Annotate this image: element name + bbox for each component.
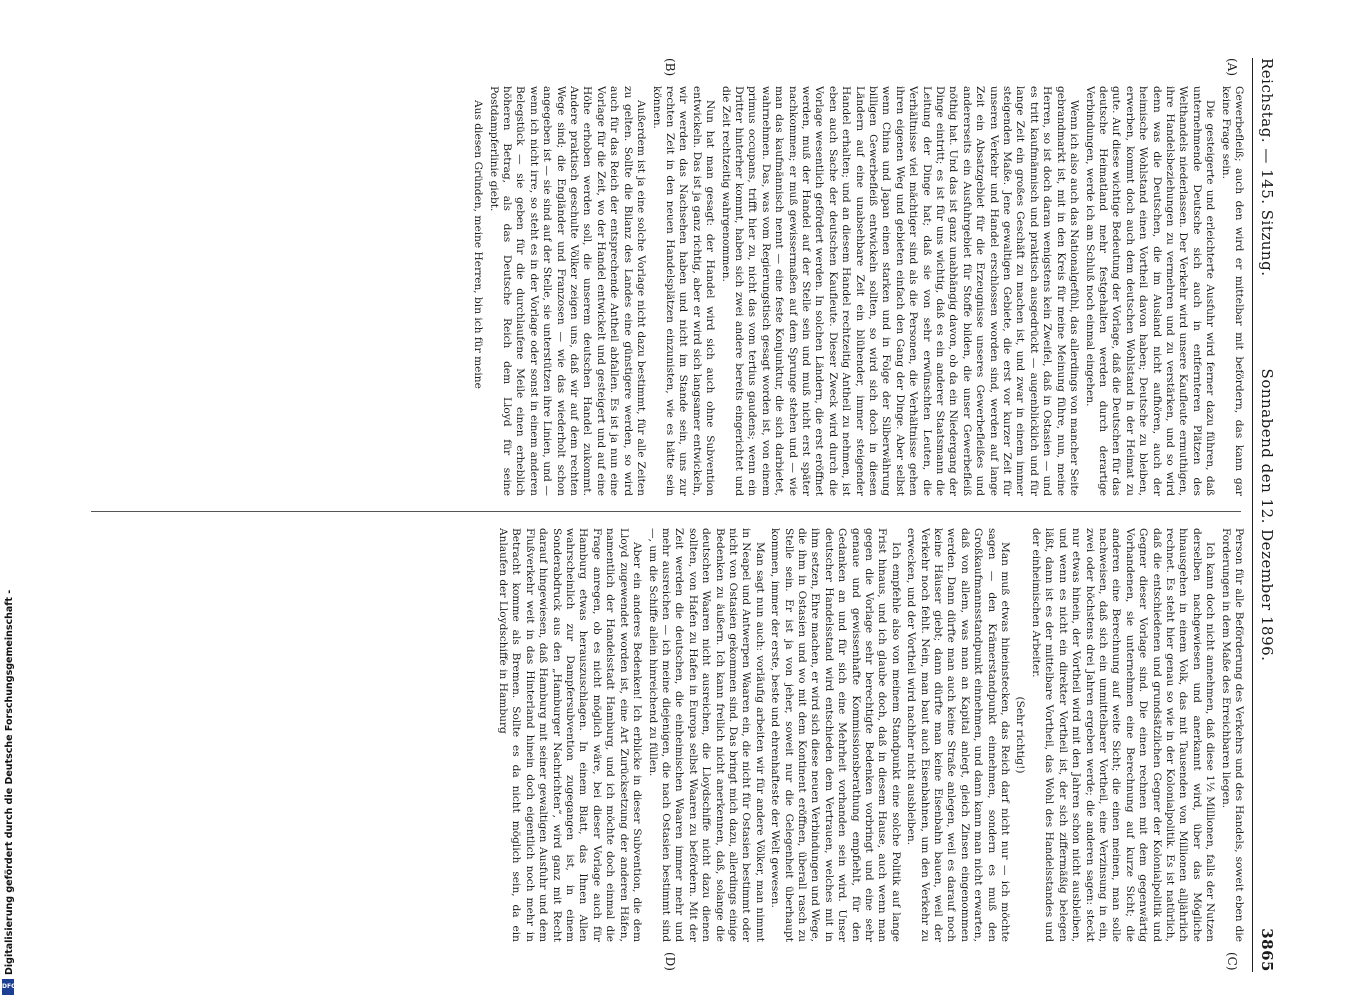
header-session: Reichstag. — 145. Sitzung. xyxy=(1258,58,1276,277)
page-header xyxy=(1252,58,1279,972)
dfg-logo: DFG xyxy=(2,979,14,995)
margin-mark-d: (D) xyxy=(663,952,677,971)
digitization-credit: Digitalisierung gefördert durch die Deutsche Forschungsgemeinschaft - xyxy=(4,589,15,975)
paragraph: Außerdem ist ja eine solche Vorlage nicht dazu bestimmt, für alle Zeiten zu gelten. Sollte die Bilanz des Landes eine günstigere werden, so wird auch für das Reich der entsprechende Antheil abfallen. Es ist ja nun eine Vorlage für die Zeit, wo der Handel entwickelt und gesteigert und auf eine Höhe erhoben werden soll, die unserem deutschen Handel zukommt. Andere praktisch geschulte Völker zeigen uns, daß wir auf dem rechten Wege sind; die Engländer und Franzosen — wie das wiederholt schon angegeben ist — sie sind auf der Stelle, sie unterstützen ihre Linien, und — wenn ich nicht irre, so steht es in der Vorlage oder sonst in einem anderen Belegstück — sie geben für die durchlaufene Meile einen erheblich höheren Betrag, als das Deutsche Reich dem Lloyd für seine Postdampferlinie giebt. xyxy=(487,86,648,496)
margin-mark-c: (C) xyxy=(1225,952,1239,971)
paragraph: Ich empfehle also von meinem Standpunkt eine solche Politik auf lange Frist hinaus, und ich glaube doch, daß in diesem Hause, auch wenn man gegen die Vorlage sehr berechtigte Bedenken vorbringt und eine sehr genaue und gewissenhafte Kommissionsberathung empfiehlt, für den Gedanken an und für sich eine Mehrheit vorhanden sein wird. Unser deutscher Handelsstand wird entschieden dem Vertrauen, welches mit in ihm setzen, Ehre machen, er wird sich diese neuen Verbindungen und Wege, die ihm in Ostasien und wo mit dem Kontinent eröffnen, überall rasch zu Stelle sein. Er ist ja von jeher, soweit nur die Gelegenheit überhaupt kommen, immer der erste, beste und ehrenhafteste der Welt gewesen. xyxy=(769,528,902,942)
text-column-left xyxy=(85,86,1245,496)
header-date: Sonnabend den 12. Dezember 1896. xyxy=(1258,368,1276,662)
paragraph: Wenn ich also auch das Nationalgefühl, das allerdings von mancher Seite gebrandmarkt ist, mit in den Kreis für meine Meinung führe, nun, meine Herren, so ist doch daran wenigstens kein Zweifel, daß in Ostasien — und es tritt kaufmännisch und praktisch ausgedrückt — augenblicklich und für lange Zeit ein großes Geschäft zu machen ist, und zwar in einem immer steigenden Maße. Jene gewaltigen Gebiete, die erst vor kurzer Zeit für unseren Verkehr und Handel erschlossen worden sind, werden auf lange Zeit ein Absatzgebiet für die Erzeugnisse unseres Gewerbefleißes und andererseits ein Ausfuhrgebiet für Stoffe bilden, die unser Gewerbefleiß nöthig hat. Und das ist ganz unabhängig davon, ob da ein Niedergang der Dinge eintritt; es ist für uns wichtig, daß es ein anderer Staatsmann die Leitung der Dinge hat; daß sie von sehr erwünschten Leuten, die Verhältnisse viel mächtiger sind als die Personen, die Verhältnisse gehen ihren eigenen Weg und gebieten einfach den Gang der Dinge. Aber selbst wenn China und Japan einen starken und in Folge der Silberwährung billigen Gewerbefleiß entwickeln sollten, so wird sich doch in diesen Ländern auf eine unabsehbare Zeit ein blühender, immer steigender Handel erhalten; und an diesem Handel rechtzeitig Antheil zu nehmen, ist eben auch Sache der deutschen Kaufleute. Dieser Zweck wird durch die Vorlage wesentlich gefördert werden. In solchen Ländern, die erst eröffnet werden, muß der Handel auf der Stelle sein und muß nicht erst später nachkommen; er muß gewissermaßen auf dem Sprunge stehen und — wie man das kaufmännisch nennt — eine feste Konjunktur, die sich darbietet, wahrnehmen. Das, was vom Regierungstisch gesagt worden ist, von einem primus occupans, trifft hier zu, nicht das vom tertius gaudens; wenn ein Dritter hinterher kommt, haben sich zwei andere bereits eingerichtet und die Zeit rechtzeitig wahrgenommen. xyxy=(719,86,1081,496)
margin-mark-b: (B) xyxy=(663,58,677,77)
page-number: 3865 xyxy=(1258,928,1276,972)
paragraph: Nun hat man gesagt: der Handel wird sich auch ohne Subvention entwickeln. Das ist ja ganz richtig, aber er wird sich langsamer entwickeln, wir werden das Nachsehen haben und nicht im Stande sein, uns zur rechten Zeit in den neuen Handelsplätzen einzunisten, wie es hätte sein können. xyxy=(650,86,717,496)
paragraph: Ich kann doch nicht annehmen, daß diese 1½ Millionen, falls der Nutzen derselben nachgewiesen und anerkannt wird, über das Mögliche hinausgehen in einem Volk, das mit Tausenden von Millionen alljährlich rechnet. Es steht hier genau so wie in der Kolonialpolitik. Es ist natürlich, daß die entschiedenen und grundsätzlichen Gegner der Kolonialpolitik und Gegner dieser Vorlage sind. Die einen rechnen mit dem gegenwärtig Vorhandenen, sie unternehmen eine Berechnung auf kurze Sicht; die anderen eine Berechnung auf weite Sicht; die einen meinen, man solle nachweisen, daß sich ein unmittelbarer Vortheil, eine Verzinsung in ein, zwei oder höchstens drei Jahren ergeben werde; die anderen sagen: steckt nur etwas hinein, der Vortheil wird mit den Jahren schon nicht ausbleiben, und wenn es nicht ein direkter Vortheil ist, der sich ziffermäßig belegen läßt, dann ist es der mittelbare Vortheil, das Wohl des Handelsstandes und der einheimischen Arbeiter. xyxy=(1029,528,1217,942)
text-column-right xyxy=(85,528,1245,942)
paragraph: Man sagt nun auch: vorläufig arbeiten wir für andere Völker, man nimmt in Neapel und Antwerpen Waaren ein, die nicht für Ostasien bestimmt oder nicht von Ostasien gekommen sind. Das bringt mich dazu, allerdings einige Bedenken zu äußern. Ich kann freilich nicht anerkennen, daß, solange die deutschen Waaren nicht ausreichen, die Lloydschiffe nicht dazu dienen sollten, von Hafen zu Hafen in Europa selbst Waaren zu befördern. Mit der Zeit werden die deutschen, die einheimischen Waaren immer mehr und mehr ausreichen — ich meine diejenigen, die nach Ostasien bestimmt sind —, um die Schiffe allein hinreichend zu füllen. xyxy=(646,528,766,942)
margin-mark-a: (A) xyxy=(1225,58,1239,77)
paragraph: Aus diesen Gründen, meine Herren, bin ich für meine xyxy=(472,100,485,389)
paragraph: Aber ein anderes Bedenken! Ich erblicke in dieser Subvention, die dem Lloyd zugewendet worden ist, eine Art Zurücksetzung der anderen Häfen, namentlich der Handelsstadt Hamburg, und ich möchte doch einmal die Frage anregen, ob es nicht möglich wäre, bei dieser Vorlage auch für Hamburg etwas herauszuschlagen. In einem Blatt, das Ihnen Allen wahrscheinlich zur Dampfersubvention zugegangen ist, in einem Sonderabdruck aus den „Hamburger Nachrichten“, wird ganz mit Recht darauf hingewiesen, daß Hamburg mit seiner gewaltigen Ausfuhr und dem Flußverkehr weit in das Hinterland hinein doch eigentlich noch mehr in Betracht komme als Bremen. Sollte es da nicht möglich sein, da ein Anlaufen der Lloydschiffe in Hamburg xyxy=(497,528,644,942)
column-divider xyxy=(91,511,1241,512)
paragraph: Man muß etwas hineinstecken, das Reich darf nicht nur — ich möchte sagen — den Krämerstandpunkt einnehmen, sondern es muß den Großkaufmannsstandpunkt einnehmen, und dann kann man nicht erwarten, daß von allem, was man an Kapital anlegt, gleich Zinsen eingenommen werden. Dann dürfte man auch keine Straße anlegen, weil es darauf noch keine Häuser giebt; dann dürfte man keine Eisenbahn bauen, weil der Verkehr noch fehlt. Nein, man baut auch Eisenbahnen, um den Verkehr zu erwecken, und der Vortheil wird nachher nicht ausbleiben. xyxy=(905,528,1012,942)
paragraph: Person für alle Beförderung des Verkehrs und des Handels, soweit eben die Forderungen in dem Maße des Erreichbaren liegen. xyxy=(1219,528,1245,942)
paragraph: Gewerbefleiß; auch den wird er mittelbar mit befördern, das kann gar keine Frage sein. xyxy=(1219,86,1245,496)
interjection: (Sehr richtig!) xyxy=(1014,696,1027,774)
newspaper-page xyxy=(80,50,1285,980)
paragraph: Die gesteigerte und erleichterte Ausfuhr wird ferner dazu führen, daß unternehmende Deutsche sich auch in entfernteren Plätzen des Welthandels niederlassen. Der Verkehr wird unsere Kaufleute ermuthigen, ihre Handelsbeziehungen zu vermehren und zu verstärken, und so wird denn was die Deutschen, die im Ausland nicht aufhören, auch der heimische Wohlstand einen Vortheil davon haben; Deutsche zu bleiben, erwerben, kommt doch auch dem deutschen Wohlstand in der Heimat zu gute. Auf diese wichtige Bedeutung der Vorlage, daß die Deutschen für das deutsche Heimatland mehr festgehalten werden durch derartige Verbindungen, werde ich am Schluß noch einmal eingehen. xyxy=(1083,86,1217,496)
